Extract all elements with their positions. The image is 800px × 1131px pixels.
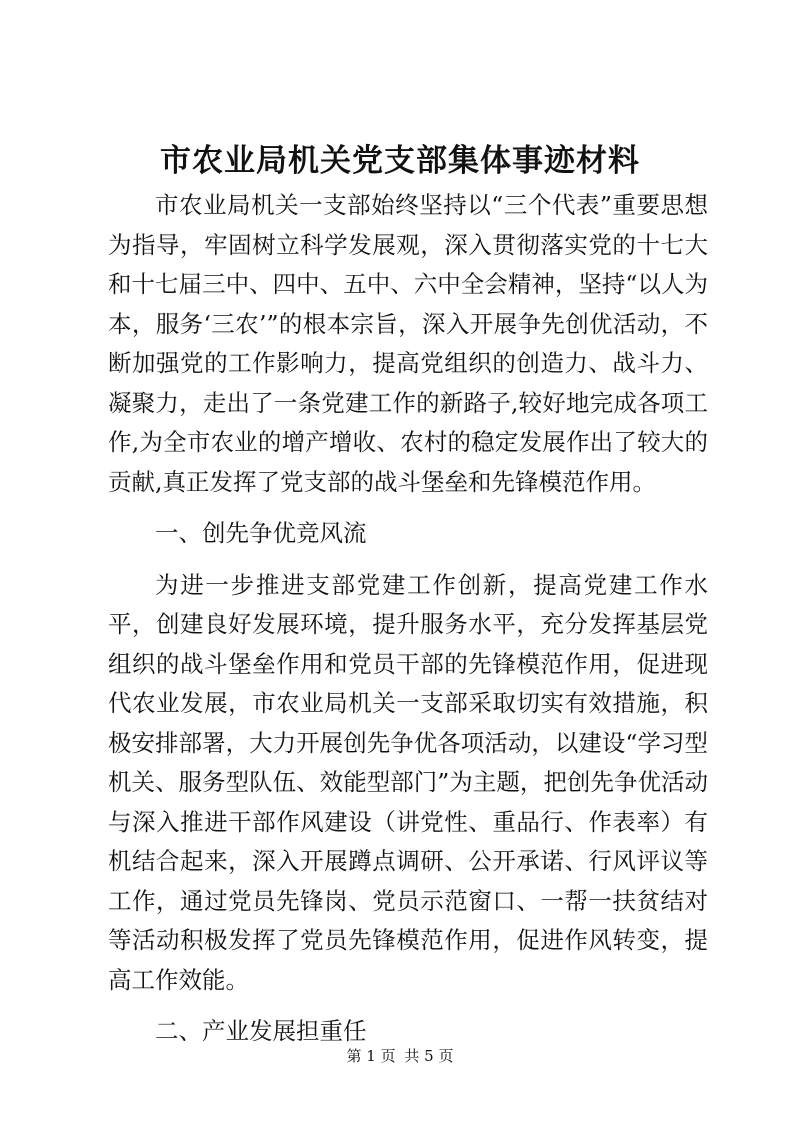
document-title: 市农业局机关党支部集体事迹材料 xyxy=(160,143,640,179)
paragraph-gap xyxy=(108,502,708,514)
section-1-paragraph: 为进一步推进支部党建工作创新，提高党建工作水平，创建良好发展环境，提升服务水平，充分发挥基层党组织的战斗堡垒作用和党员干部的先锋模范作用，促进现代农业发展，市农业局机关一支部采取切实有效措施，积极安排部署，大力开展创先争优各项活动，以建设“学习型机关、服务型队伍、效能型部门”为主题，把创先争优活动与深入推进干部作风建设（讲党性、重品行、作表率）有机结合起来，深入开展蹲点调研、公开承诺、行风评议等工作，通过党员先锋岗、党员示范窗口、一帮一扶贫结对等活动积极发挥了党员先锋模范作用，促进作风转变，提高工作效能。 xyxy=(108,570,708,994)
intro-paragraph: 市农业局机关一支部始终坚持以“三个代表”重要思想为指导，牢固树立科学发展观，深入贯彻落实党的十七大和十七届三中、四中、五中、六中全会精神，坚持“以人为本，服务‘三农’”的根本宗旨，深入开展争先创优活动，不断加强党的工作影响力，提高党组织的创造力、战斗力、凝聚力，走出了一条党建工作的新路子,较好地完成各项工作,为全市农业的增产增收、农村的稳定发展作出了较大的贡献,真正发挥了党支部的战斗堡垒和先锋模范作用。 xyxy=(108,191,708,496)
page-footer xyxy=(0,1046,800,1066)
paragraph-gap xyxy=(108,1000,708,1012)
section-heading-2: 二、产业发展担重任 xyxy=(155,1017,367,1045)
paragraph-gap xyxy=(108,554,708,566)
section-heading-1: 一、创先争优竞风流 xyxy=(155,519,367,547)
page-total: 共 5 页 xyxy=(404,1047,454,1065)
document-body xyxy=(108,186,708,1052)
page-number: 第 1 页 xyxy=(346,1047,396,1065)
